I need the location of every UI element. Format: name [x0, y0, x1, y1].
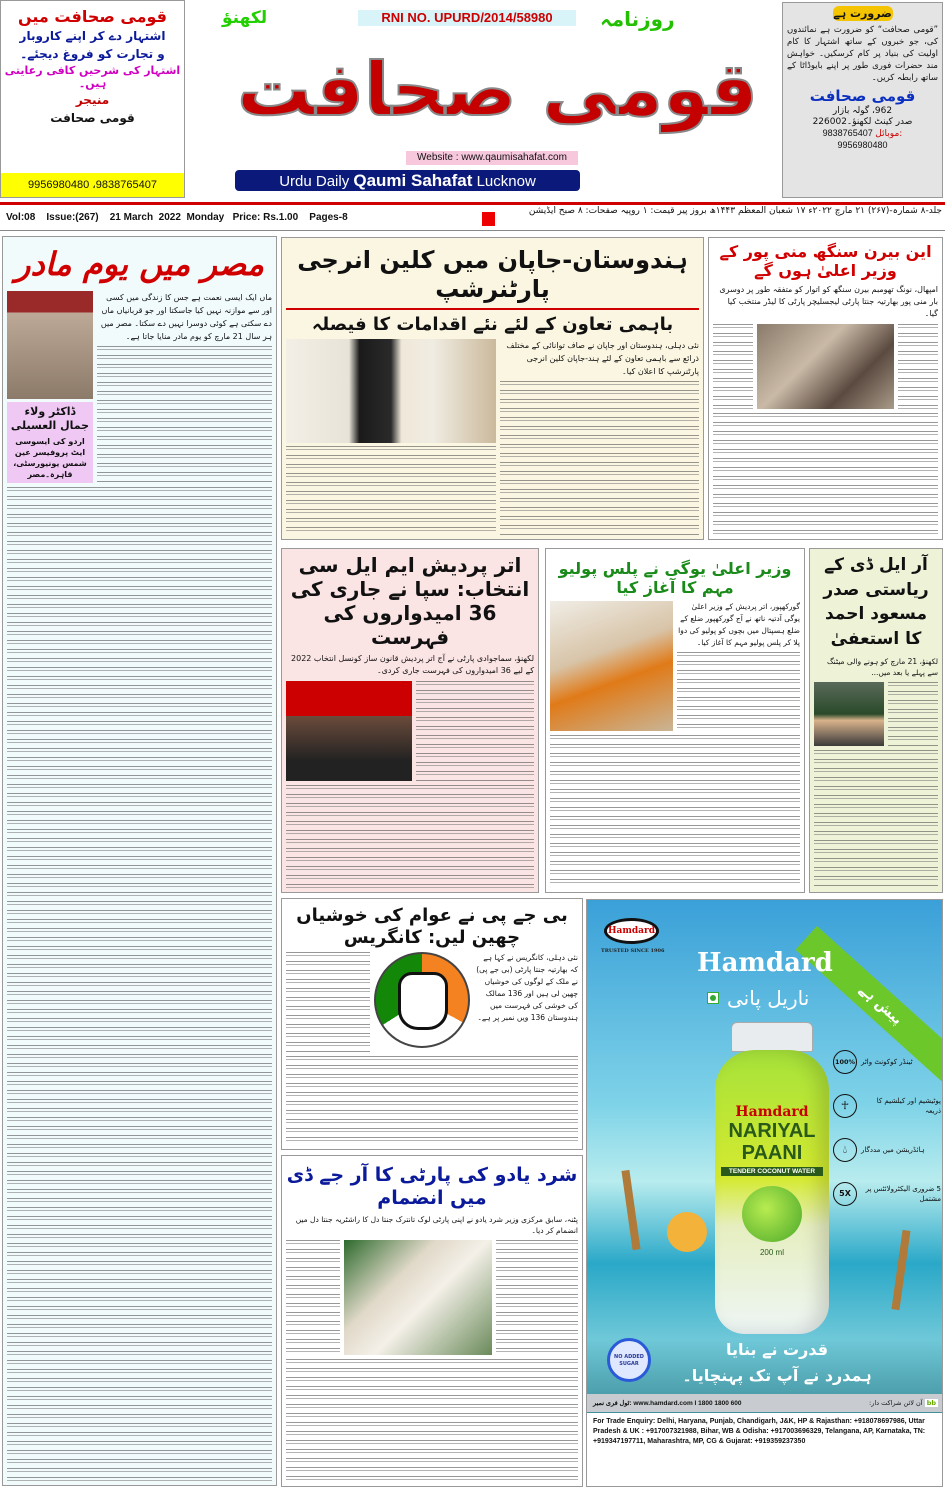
biren-lead: امپھال، نونگ تھومبم بیرن سنگھ کو اتوار کو متفقہ طور پر دوسری بار منی پور بھارتیہ جنتا پارٹی لیجسلیچر پارٹی کا لیڈر منتخب کیا گیا۔	[719, 285, 938, 319]
rld-row	[814, 682, 938, 746]
india-japan-text-col	[500, 339, 699, 535]
yogi-body-2	[550, 735, 800, 888]
rld-body-2	[814, 750, 938, 888]
egypt-lead: ماں ایک ایسی نعمت ہے جس کا زندگی میں کسی اور سے موازنہ نہیں کیا جاسکتا اور جو قربانیاں ماں دے سکتی ہے کوئی دوسرا نہیں دے سکتا۔ مصر میں ہر سال 21 مارچ کو یوم مادر منایا جاتا ہے۔	[100, 293, 272, 342]
right-ad-mobile	[783, 128, 942, 139]
india-japan-body	[500, 381, 699, 535]
product-urdu: ناریل پانی	[727, 986, 810, 1010]
yogi-lead: گورکھپور، اتر پردیش کے وزیر اعلیٰ یوگی آدتیہ ناتھ نے آج گورکھپور ضلع کے ضلع ہسپتال میں بچوں کو پولیو کی دوا پلا کر پلس پولیو مہم کا آغاز کیا۔	[678, 602, 800, 648]
biren-body-3	[713, 413, 938, 535]
lucknow-label: لکھنؤ	[222, 8, 268, 28]
feature-text: ٹینڈر کوکونٹ واٹر	[861, 1058, 913, 1066]
hand-icon	[398, 972, 448, 1030]
sp-row	[286, 681, 534, 781]
sharad-body-2	[496, 1240, 578, 1355]
left-ad-manager: منیجر	[75, 93, 110, 108]
congress-hand-logo	[374, 952, 470, 1048]
headline-sp: اتر پردیش ایم ایل سی انتخاب: سپا نے جاری کی 36 امیدواروں کی فہرست	[290, 553, 530, 649]
article-yogi	[545, 548, 805, 893]
akhilesh-photo	[286, 681, 412, 781]
headline-biren: این بیرن سنگھ منی پور کے وزیر اعلیٰ ہوں گے	[719, 242, 932, 281]
veg-mark-icon	[707, 992, 719, 1004]
author-name: ڈاکٹر ولاء جمال العسیلی	[10, 405, 90, 433]
hamdard-logo-tag: TRUSTED SINCE 1906	[601, 948, 665, 954]
bjp-body-2	[286, 1056, 578, 1145]
bottle-name2: PAANI	[741, 1142, 803, 1164]
bigbasket-partner	[869, 1399, 938, 1407]
author-box	[7, 402, 93, 483]
right-ad-addr2: صدر کینٹ لکھنؤ۔226002	[812, 117, 913, 128]
india-japan-photo-col	[286, 339, 496, 535]
hamdard-ad[interactable]	[586, 899, 943, 1487]
phone2: 9956980480	[837, 140, 888, 151]
article-sp	[281, 548, 539, 893]
dateline-rule	[0, 202, 945, 205]
bjp-row	[286, 952, 578, 1052]
feature-hydration	[833, 1128, 941, 1172]
article-rld	[809, 548, 943, 893]
rld-body	[888, 682, 938, 746]
article-bjp	[281, 898, 583, 1150]
egypt-photo-col	[7, 291, 93, 483]
article-egypt	[2, 236, 277, 1486]
bigbasket-logo: bb	[926, 1399, 936, 1407]
dateline-red-square	[482, 212, 495, 226]
sun	[667, 1212, 707, 1252]
sp-body	[416, 681, 534, 781]
biren-body	[713, 324, 753, 409]
masood-photo	[814, 682, 884, 746]
headline-india-japan: ہندوستان-جاپان میں کلین انرجی پارٹنرشپ	[297, 246, 688, 303]
left-ad-phones: 9956980480 ،9838765407	[1, 173, 184, 197]
subheadline-india-japan: باہمی تعاون کے لئے نئے اقدامات کا فیصلہ	[311, 313, 674, 335]
phone1: 9838765407	[822, 128, 873, 139]
drop-icon: 💧︎	[833, 1138, 857, 1162]
feature-electrolytes	[833, 1172, 941, 1216]
tejashwi-sharad-photo	[344, 1240, 492, 1355]
sp-lead: لکھنؤ، سماجوادی پارٹی نے آج اتر پردیش قانون ساز کونسل انتخاب 2022 کے لیے 36 امیدواروں کی فہرست جاری کردی۔	[291, 654, 534, 675]
left-ad-line1: قومی صحافت میں	[18, 7, 167, 26]
yogi-body	[677, 652, 800, 731]
left-ad-name: قومی صحافت	[50, 110, 135, 125]
headline-yogi: وزیر اعلیٰ یوگی نے پلس پولیو مہم کا آغاز کیا	[558, 559, 792, 598]
egypt-text-col	[97, 291, 272, 483]
egypt-top-row	[7, 291, 272, 483]
biren-body-2	[898, 324, 938, 409]
bjp-body	[286, 952, 370, 1052]
feature-text: ہائڈریشن میں مددگار	[861, 1146, 925, 1154]
india-japan-body-2	[286, 446, 496, 535]
newspaper-logo-title: قومی صحافت	[237, 47, 758, 133]
tagline-1: قدرت نے بنایا	[725, 1340, 829, 1359]
no-added-sugar-icon: NO ADDED SUGAR	[607, 1338, 651, 1382]
left-ad-line4: اشتہار کی شرحیں کافی رعایتی ہیں۔	[4, 63, 181, 91]
website-link[interactable]: Website : www.qaumisahafat.com	[406, 151, 578, 165]
bottle-cap	[731, 1022, 813, 1052]
feature-text: پوٹیشیم اور کیلشیم کا ذریعہ	[876, 1097, 941, 1115]
hamdard-brand: Hamdard	[697, 948, 833, 978]
volume: 200 ml	[759, 1248, 784, 1257]
modi-kishida-photo	[286, 339, 496, 443]
sp-body-2	[286, 785, 534, 888]
badge-5x-icon: 5X	[833, 1182, 857, 1206]
left-ad-box	[0, 0, 185, 198]
feature-100	[833, 1040, 941, 1084]
feature-list	[833, 1040, 941, 1216]
bottle	[715, 1050, 829, 1334]
coconut	[742, 1186, 802, 1242]
badge-100-icon: 100%	[833, 1050, 857, 1074]
bjp-lead: نئی دہلی، کانگریس نے کہا ہے کہ بھارتیہ جنتا پارٹی (بی جے پی) نے ملک کے لوگوں کی خوشیاں چھین لی ہیں اور 136 ممالک کی خوشی کی فہرست میں ہندوستان 136 ویں نمبر پر ہے۔	[476, 953, 578, 1023]
headline-bjp: بی جے پی نے عوام کی خوشیاں چھین لیں: کانگریس	[296, 905, 568, 948]
author-desc: اردو کی ایسوسی ایٹ پروفیسر عین شمس یونیورسٹی، قاہرہ۔مصر	[13, 437, 87, 480]
bigbasket-label: آن لائن شراکت دار:	[869, 1399, 923, 1407]
wanted-badge: ضرورت ہے	[833, 7, 892, 20]
english-title-pre: Urdu Daily	[279, 173, 354, 190]
sharad-row	[286, 1240, 578, 1355]
tagline-2: ہمدرد نے آپ تک پہنچایا۔	[682, 1366, 872, 1385]
yogi-polio-photo	[550, 601, 673, 731]
rni-number: RNI NO. UPURD/2014/58980	[358, 10, 576, 26]
palm-tree-right	[891, 1230, 910, 1310]
trade-enquiry: For Trade Enquiry: Delhi, Haryana, Punjab, Chandigarh, J&K, HP & Rajasthan: +918078697986, Uttar Pradesh & UK : +917007321988, Bihar, WB & Odisha: +917003696329, Telangana, AP, Karnataka, TN: +919347197711, Maharashtra, MP, CG & Gujarat: +919359237350	[587, 1413, 943, 1487]
yogi-row	[550, 601, 800, 731]
article-sharad	[281, 1155, 583, 1487]
feature-potassium	[833, 1084, 941, 1128]
rld-lead: لکھنؤ، 21 مارچ کو ہونے والی میٹنگ سے پہلے یا بعد میں...	[826, 656, 938, 677]
sharad-body	[286, 1240, 340, 1355]
biren-photo	[757, 324, 894, 409]
yogi-text-col	[677, 601, 800, 731]
dateline-english: Vol:08 Issue:(267) 21 March 2022 Monday Price: Rs.1.00 Pages-8	[6, 212, 348, 223]
palm-tree-left	[621, 1170, 640, 1250]
ribbon-text: پیش ہے	[855, 981, 906, 1029]
left-ad-line3: و تجارت کو فروغ دیجئے۔	[20, 46, 165, 61]
mobile-label: موبائل:	[875, 129, 903, 140]
bottle-brand: Hamdard	[735, 1104, 809, 1120]
left-ad-line2: اشتہار دے کر اپنے کاروبار	[19, 29, 166, 44]
dateline-urdu: جلد-۸ شمارہ-(۲۶۷) ۲۱ مارچ ۲۰۲۲ء ۱۷ شعبان المعظم ۱۴۴۳ھ بروز پیر قیمت: ۱ روپیہ صفحات: ۸ صبح ایڈیشن	[528, 206, 942, 216]
right-ad-addr1: 962، گولہ بازار	[832, 106, 893, 117]
biren-row	[713, 324, 938, 409]
sharad-lead: پٹنہ، سابق مرکزی وزیر شرد یادو نے اپنی پارٹی لوک تانترک جنتا دل کا راشٹریہ جنتا دل میں انضمام کر دیا۔	[295, 1214, 578, 1235]
english-title-banner	[235, 170, 580, 191]
hamdard-logo: Hamdard	[604, 918, 659, 944]
wanted-body: ”قومی صحافت“ کو ضرورت ہے نمائندوں کی، جو خبروں کے ساتھ اشتہار کا کام اولیت کی بنیاد پر کام کرسکیں۔ خواہش مند حضرات فوری طور پر اپنے بایوڈاٹا کے ساتھ رابطہ کریں۔	[787, 25, 938, 84]
article-india-japan	[281, 237, 704, 540]
contact: www.hamdard.com I 1800 1800 600 :ٹول فری نمبر	[593, 1400, 742, 1407]
ad-contact-bar	[587, 1394, 943, 1412]
english-title-post: Lucknow	[472, 173, 536, 190]
headline-rld: آر ایل ڈی کے ریاستی صدر مسعود احمد کا استعفیٰ	[823, 555, 929, 649]
headline-sharad: شرد یادو کی پارٹی کا آر جے ڈی میں انضمام	[286, 1164, 578, 1209]
bottle-sub: TENDER COCONUT WATER	[721, 1167, 823, 1176]
author-photo	[7, 291, 93, 399]
headline-egypt: مصر میں یوم مادر	[15, 245, 264, 283]
sharad-body-3	[286, 1359, 578, 1482]
article-biren	[708, 237, 943, 540]
egypt-body-text	[97, 346, 272, 483]
right-ad-box	[782, 2, 943, 198]
india-japan-row	[286, 339, 699, 535]
english-title-bold: Qaumi Sahafat	[353, 171, 473, 190]
india-japan-lead: نئی دہلی، ہندوستان اور جاپان نے صاف توانائی کے مختلف ذرائع سے باہمی تعاون کے لئے ہند-جاپان کلین انرجی پارٹنرشپ کا اعلان کیا۔	[506, 341, 699, 377]
bottle-name1: NARIYAL	[728, 1120, 816, 1142]
headline-rule	[286, 308, 699, 310]
person-icon: ☥	[833, 1094, 857, 1118]
right-ad-name: قومی صحافت	[809, 87, 916, 106]
dateline-bottom-rule	[0, 230, 945, 231]
feature-text: 5 ضروری الیکٹرولائٹس پر مشتمل	[865, 1185, 941, 1203]
roznama-label: روزنامہ	[600, 7, 675, 31]
egypt-body-text-2	[7, 487, 272, 1481]
